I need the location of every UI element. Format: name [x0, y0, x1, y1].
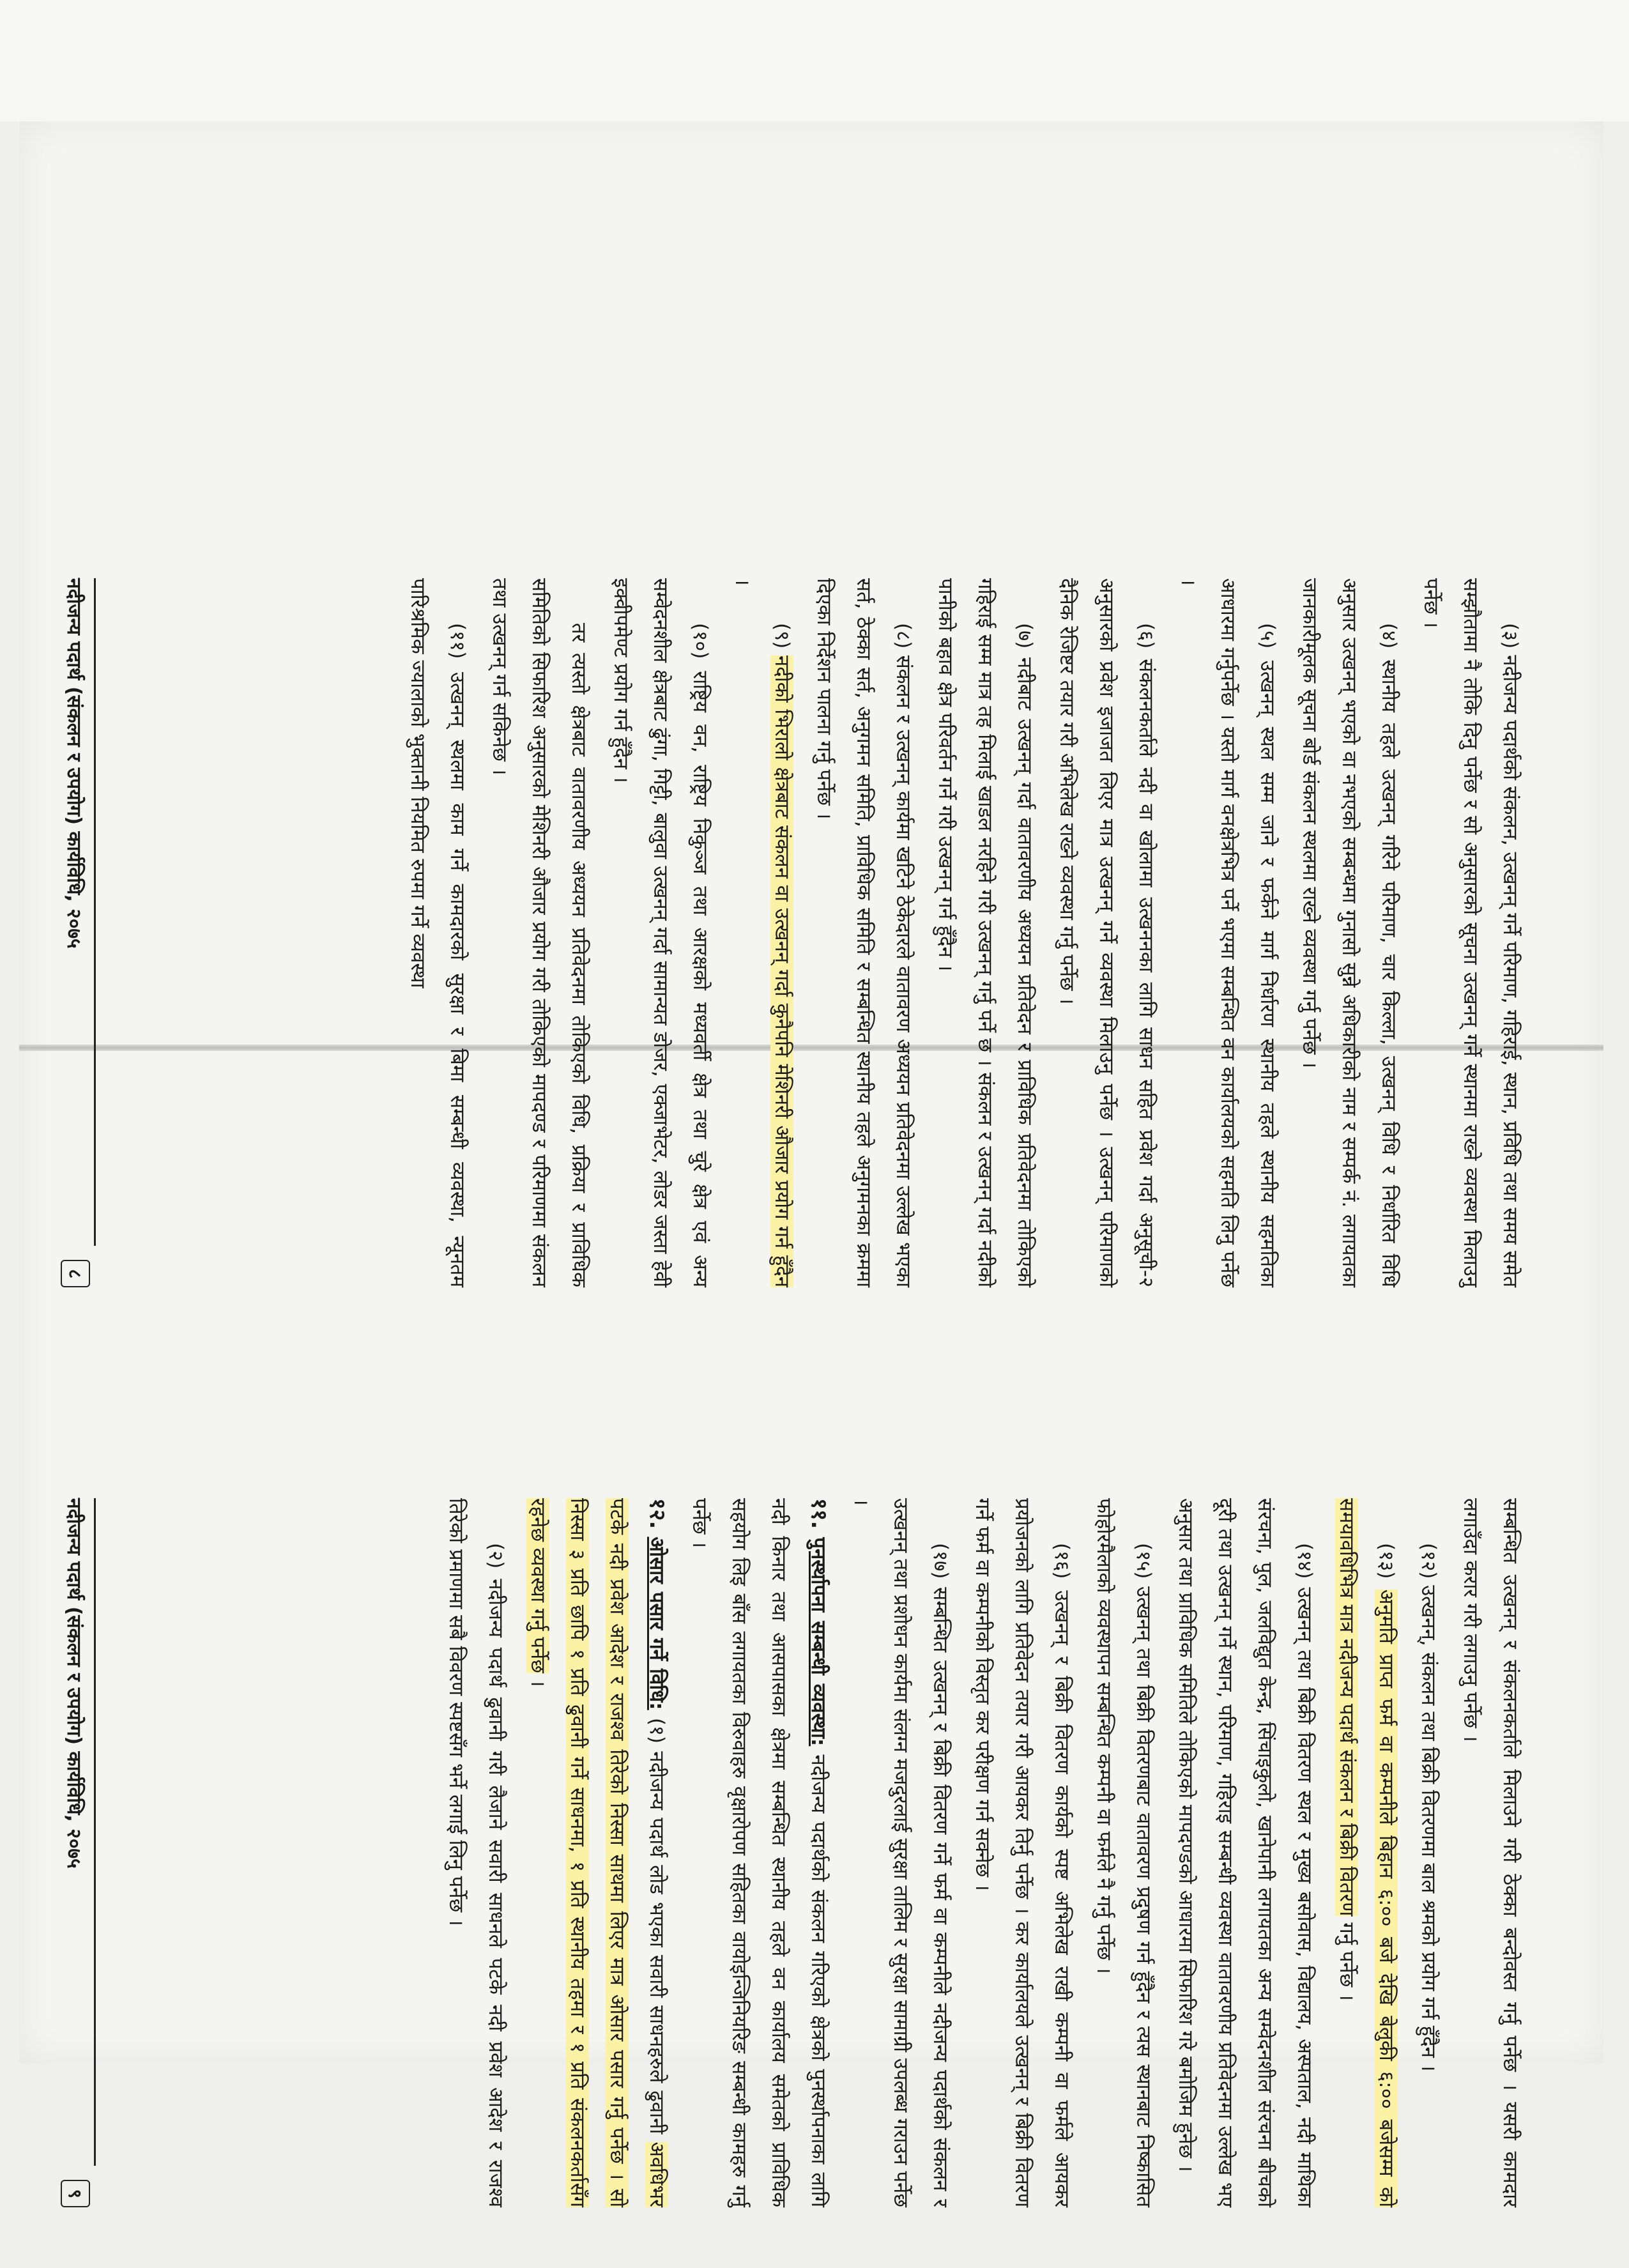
footer-title: नदीजन्य पदार्थ (संकलन र उपयोग) कार्यविधि, २०७५ — [63, 1498, 85, 1869]
clause-9 — [723, 578, 802, 1287]
clause-10: (१०) राष्ट्रिय वन, राष्ट्रिय निकुञ्ज तथा आरक्षको मध्यवर्ती क्षेत्र तथा चुरे क्षेत्र एवं अन्य सम्वेदनशील क्षेत्रबाट ढुंगा, गिट्टी, बालुवा उत्खनन् गर्दा सामान्यत डोजर, एक्जाभेटर, लोडर जस्ता हेवी इक्वीपमेण्ट प्रयोग गर्न हुँदैन । — [609, 578, 712, 1287]
clause-9-num: (९) — [770, 623, 793, 656]
clause-13 — [1327, 1498, 1406, 2207]
clause-15: (१५) उत्खनन् तथा बिक्री वितरणबाट वातावरण प्रदुषण गर्न हुँदैन र त्यस स्थानबाट निष्कासित फोहोरमैलाको व्यवस्थापन सम्बन्धित कम्पनी वा फर्मले नै गर्नु पर्नेछ । — [1092, 1498, 1155, 2207]
footer-rule — [94, 1498, 96, 2166]
section-12-end: । — [526, 1673, 549, 1687]
clause-6: (६) संकलनकर्ताले नदी वा खोलामा उत्खननका लागि साधन सहित प्रवेश गर्दा अनुसूची-२ अनुसारको प्रवेश इजाजत लिएर मात्र उत्खनन् गर्ने व्यवस्था मिलाउनु पर्नेछ । उत्खनन् परिमाणको दैनिक रेजिष्टर तयार गरी अभिलेख राख्ने व्यवस्था गर्नु पर्नेछ । — [1055, 578, 1158, 1287]
clause-7: (७) नदीबाट उत्खनन् गर्दा वातावरणीय अध्ययन प्रतिवेदन र प्राविधिक प्रतिवेदनमा तोकिएको गहिराई सम्म मात्र तह मिलाई खाडल नरहिने गरी उत्खनन् गर्नु पर्ने छ । संकलन र उत्खनन् गर्दा नदीको पानीको बहाव क्षेत्र परिवर्तन गर्ने गरी उत्खनन् गर्न हुँदैन । — [934, 578, 1036, 1287]
clause-13-end: गर्नु पर्नेछ । — [1335, 1916, 1358, 2001]
section-11 — [680, 1498, 839, 2207]
section-12-number: १२. — [645, 1498, 670, 1529]
clause-12: (१२) उत्खनन्, संकलन तथा बिक्री वितरणमा बाल श्रमको प्रयोग गर्न हुँदैन । — [1417, 1543, 1440, 2072]
page-9-content — [436, 1498, 1530, 2207]
clause-8: (८) संकलन र उत्खनन् कार्यमा खटिने ठेकेदारले वातावरण अध्ययन प्रतिवेदनमा उल्लेख भएका सर्त, ठेक्का सर्त, अनुगमन समिति, प्राविधिक समिति र सम्बन्धित स्थानीय तहले अनुगमनका क्रममा दिएका निर्देशन पालना गर्नु पर्नेछ । — [813, 578, 915, 1287]
page-number: ८ — [61, 1260, 90, 1287]
clause-14: (१४) उत्खनन् तथा बिक्री वितरण स्थल र मुख्य बसोवास, विद्यालय, अस्पताल, नदी माथिका संरचना, पुल, जलविद्युत केन्द्र, सिंचाइकुलो, खानेपानी लगायतका अन्य सम्वेदनशील संरचना बीचको दूरी तथा उत्खनन् गर्ने स्थान, परिमाण, गहिराइ सम्बन्धी व्यवस्था वातावरणीय प्रतिवेदनमा उल्लेख भए अनुसार तथा प्राविधिक समितिले तोकिएको मापदण्डको आधारमा सिफारिश गरे बमोजिम हुनेछ । — [1174, 1498, 1316, 2207]
page-9 — [35, 1437, 1568, 2268]
clause-13-highlight: अनुमति प्राप्त फर्म वा कम्पनीले बिहान ६:०० बजे देखि बेलुकी ६:०० बजेसम्म को समयावधिभित्र मात्र नदीजन्य पदार्थ संकलन र बिक्री वितरण — [1335, 1498, 1398, 2207]
clause-11: (११) उत्खनन् स्थलमा काम गर्ने कामदारको सुरक्षा र बिमा सम्बन्धी व्यवस्था, न्यूनतम पारिश्रमिक ज्यालाको भुक्तानी नियमित रुपमा गर्ने व्यवस्था — [406, 578, 469, 1287]
page-number: ९ — [61, 2180, 90, 2207]
section-11-heading: पुनर्स्थापना सम्बन्धी व्यवस्था: — [807, 1537, 830, 1747]
clause-10-proviso: तर त्यस्तो क्षेत्रबाट वातावरणीय अध्ययन प्रतिवेदनमा तोकिएको विधि, प्रक्रिया र प्राविधिक समितिको सिफारिश अनुसारको मेशिनरी औजार प्रयोग गरी तोकिएको मापदण्ड र परिमाणमा संकलन तथा उत्खनन् गर्न सकिनेछ । — [488, 578, 590, 1287]
section-12-heading: ओसार पसार गर्ने विधि: — [645, 1536, 668, 1710]
section-11-number: ११. — [806, 1498, 832, 1529]
footer-title: नदीजन्य पदार्थ (संकलन र उपयोग) कार्यविधि, २०७५ — [63, 578, 85, 949]
section-11-text: नदीजन्य पदार्थको संकलन गरिएको क्षेत्रको पुनर्स्थापनाका लागि नदी किनार तथा आसपासका क्षेत्रमा सम्बन्धित स्थानीय तहले वन कार्यालय समेतको प्राविधिक सहयोग लिइ बाँस लगायतका विरुवाहरु वृक्षारोपण सहितका वायोइन्जिनियरिङ सम्बन्धी कामहरु गर्नु पर्नेछ । — [688, 1498, 830, 2208]
clause-5: (५) उत्खनन् स्थल सम्म जाने र फर्कने मार्ग निर्धारण स्थानीय तहले स्थानीय सहमतिका आधारमा गर्नुपर्नेछ । यस्तो मार्ग वनक्षेत्रभित्र पर्ने भएमा सम्बन्धित वन कार्यालयको सहमति लिनु पर्नेछ । — [1177, 578, 1279, 1287]
scan-margin-top — [0, 0, 1629, 121]
clause-17: (१७) सम्बन्धित उत्खनन् र बिक्री वितरण गर्ने फर्म वा कम्पनीले नदीजन्य पदार्थको संकलन र उत्खनन् तथा प्रशोधन कार्यमा संलग्न मजदुरलाई सुरक्षा तालिम र सुरक्षा सामाग्री उपलब्ध गराउन पर्नेछ । — [850, 1498, 952, 2207]
clause-4: (४) स्थानीय तहले उत्खनन् गरिने परिमाण, चार किल्ला, उत्खनन् विधि र निर्धारित विधि अनुसार उत्खनन् भएको वा नभएको सम्बन्धमा गुनासो सुन्ने अधिकारीको नाम र सम्पर्क नं. लगायतका जानकारीमूलक सूचना बोर्ड संकलन स्थलमा राख्ने व्यवस्था गर्नु पर्नेछ । — [1298, 578, 1400, 1287]
clause-11-continued: सम्बन्धित उत्खनन् र संकलनकर्ताले मिलाउने गरी ठेक्का बन्दोवस्त गर्नु पर्नेछ । यसरी कामदार लगाउँदा करार गरी लगाउनु पर्नेछ । — [1459, 1498, 1522, 2207]
page-8 — [35, 517, 1568, 1348]
clause-16: (१६) उत्खनन् र बिक्री वितरण कार्यको स्पष्ट अभिलेख राखी कम्पनी वा फर्मले आयकर प्रयोजनको लागि प्रतिवेदन तयार गरी आयकर तिर्नु पर्नेछ । कर कार्यालयले उत्खनन् र बिक्री वितरण गर्ने फर्म वा कम्पनीको विस्तृत कर परीक्षण गर्न सक्नेछ । — [971, 1498, 1073, 2207]
footer-rule — [94, 578, 96, 1246]
clause-9-end: । — [731, 578, 754, 586]
section-12 — [518, 1498, 677, 2207]
clause-9-highlight: नदीको भिरालो क्षेत्रबाट संकलन वा उत्खनन् गर्दा कुनैपनि मेशिनरी औजार प्रयोग गर्न हुँदैन — [770, 655, 793, 1287]
section-12-highlight: अवधिभर पटके नदी प्रवेश आदेश र राजश्व तिरेको निस्सा साथमा लिएर मात्र ओसार पसार गर्नु पर्नेछ । सो निस्सा ३ प्रति छापि १ प्रति ढुवानी गर्ने साधनमा, १ प्रति स्थानीय तहमा र १ प्रति संकलनकर्तासँग रहनेछ व्यवस्था गर्नु पर्नेछ — [526, 1498, 668, 2207]
section-12-text: (१) नदीजन्य पदार्थ लोड भएका सवारी साधनहरुले ढुवानी — [645, 1710, 668, 2142]
clause-3: (३) नदीजन्य पदार्थको संकलन, उत्खनन् गर्ने परिमाण, गहिराई, स्थान, प्रविधि तथा समय समेत सम्झौतामा नै तोकि दिनु पर्नेछ र सो अनुसारको सूचना उत्खनन् गर्ने स्थानमा राख्ने व्यवस्था मिलाउनु पर्नेछ । — [1419, 578, 1522, 1287]
clause-13-num: (१३) — [1375, 1543, 1398, 1590]
page-8-content — [398, 578, 1530, 1287]
section-12-clause-2: (२) नदीजन्य पदार्थ ढुवानी गरी लैजाने सवारी साधनले पटके नदी प्रवेश आदेश र राजश्व तिरेको प्रमाणमा सबै विवरण स्पष्टसँग भर्ने लगाई लिनु पर्नेछ । — [445, 1498, 507, 2207]
